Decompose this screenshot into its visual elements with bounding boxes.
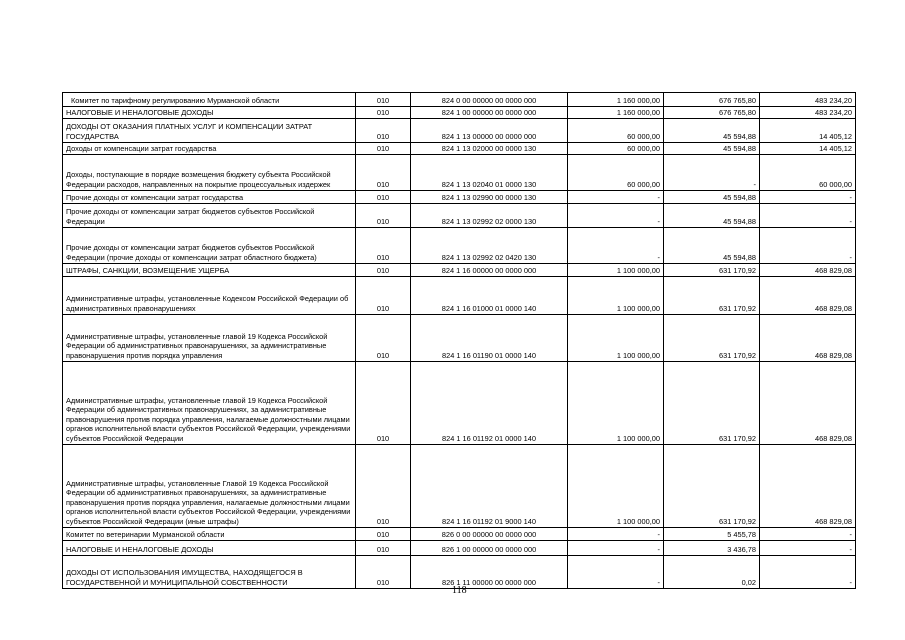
table-row [63,264,856,277]
executed-amount: 631 170,92 [664,445,760,528]
unexecuted-amount: 468 829,08 [760,362,856,445]
revenue-name: НАЛОГОВЫЕ И НЕНАЛОГОВЫЕ ДОХОДЫ [63,107,356,119]
budget-classification-code: 824 1 13 02992 02 0000 130 [411,204,568,228]
executed-amount: 676 765,80 [664,93,760,107]
planned-amount: 60 000,00 [568,155,664,191]
budget-classification-code: 824 1 16 01192 01 9000 140 [411,445,568,528]
budget-classification-code: 824 1 13 00000 00 0000 000 [411,119,568,143]
executed-amount: 5 455,78 [664,528,760,541]
planned-amount: - [568,204,664,228]
line-code: 010 [356,541,411,556]
revenue-name: Комитет по ветеринарии Мурманской области [63,528,356,541]
budget-classification-code: 824 1 16 01190 01 0000 140 [411,315,568,362]
planned-amount: 1 100 000,00 [568,362,664,445]
executed-amount: 3 436,78 [664,541,760,556]
executed-amount: 45 594,88 [664,204,760,228]
line-code: 010 [356,155,411,191]
unexecuted-amount: - [760,556,856,589]
budget-classification-code: 824 1 13 02990 00 0000 130 [411,191,568,204]
planned-amount: 1 100 000,00 [568,445,664,528]
planned-amount: - [568,556,664,589]
table-row [63,362,856,445]
planned-amount: 1 160 000,00 [568,93,664,107]
line-code: 010 [356,277,411,315]
line-code: 010 [356,191,411,204]
unexecuted-amount: - [760,191,856,204]
unexecuted-amount: - [760,204,856,228]
budget-revenue-table [62,92,856,589]
budget-classification-code: 824 1 00 00000 00 0000 000 [411,107,568,119]
executed-amount: 631 170,92 [664,362,760,445]
table-row [63,143,856,155]
table-row [63,277,856,315]
budget-classification-code: 826 1 00 00000 00 0000 000 [411,541,568,556]
planned-amount: 1 100 000,00 [568,264,664,277]
line-code: 010 [356,204,411,228]
table-row [63,155,856,191]
revenue-name: ДОХОДЫ ОТ ИСПОЛЬЗОВАНИЯ ИМУЩЕСТВА, НАХОДЯЩЕГОСЯ В ГОСУДАРСТВЕННОЙ И МУНИЦИПАЛЬНОЙ СОБСТВЕННОСТИ [63,556,356,589]
table-row [63,228,856,264]
budget-classification-code: 824 0 00 00000 00 0000 000 [411,93,568,107]
budget-classification-code: 824 1 13 02040 01 0000 130 [411,155,568,191]
unexecuted-amount: 14 405,12 [760,143,856,155]
budget-classification-code: 826 0 00 00000 00 0000 000 [411,528,568,541]
revenue-name: Доходы от компенсации затрат государства [63,143,356,155]
revenue-name: Прочие доходы от компенсации затрат государства [63,191,356,204]
table-row [63,528,856,541]
executed-amount: 676 765,80 [664,107,760,119]
revenue-name: Административные штрафы, установленные Кодексом Российской Федерации об административных правонарушениях [63,277,356,315]
table-row [63,119,856,143]
unexecuted-amount: 60 000,00 [760,155,856,191]
revenue-name: Административные штрафы, установленные главой 19 Кодекса Российской Федерации об административных правонарушениях, за административные правонарушения против порядка управления, налагаемые должностными лицами органов исполнительной власти субъектов Российской Федерации, учреждениями субъектов Российской Федерации [63,362,356,445]
line-code: 010 [356,93,411,107]
unexecuted-amount: 483 234,20 [760,93,856,107]
revenue-name: Доходы, поступающие в порядке возмещения бюджету субъекта Российской Федерации расходов, направленных на покрытие процессуальных издержек [63,155,356,191]
unexecuted-amount: 468 829,08 [760,445,856,528]
budget-classification-code: 824 1 13 02992 02 0420 130 [411,228,568,264]
planned-amount: - [568,541,664,556]
executed-amount: 631 170,92 [664,277,760,315]
unexecuted-amount: 483 234,20 [760,107,856,119]
revenue-name: Административные штрафы, установленные главой 19 Кодекса Российской Федерации об административных правонарушениях, за административные правонарушения против порядка управления [63,315,356,362]
page-number: 118 [452,585,467,596]
line-code: 010 [356,107,411,119]
revenue-name: НАЛОГОВЫЕ И НЕНАЛОГОВЫЕ ДОХОДЫ [63,541,356,556]
planned-amount: 1 100 000,00 [568,277,664,315]
line-code: 010 [356,143,411,155]
revenue-name: ДОХОДЫ ОТ ОКАЗАНИЯ ПЛАТНЫХ УСЛУГ И КОМПЕНСАЦИИ ЗАТРАТ ГОСУДАРСТВА [63,119,356,143]
table-row [63,445,856,528]
executed-amount: 45 594,88 [664,191,760,204]
table-row [63,107,856,119]
table-row [63,315,856,362]
table-body [63,93,856,589]
planned-amount: - [568,528,664,541]
line-code: 010 [356,362,411,445]
executed-amount: 45 594,88 [664,228,760,264]
executed-amount: - [664,155,760,191]
table-row [63,191,856,204]
executed-amount: 631 170,92 [664,264,760,277]
planned-amount: 1 160 000,00 [568,107,664,119]
table-row [63,204,856,228]
unexecuted-amount: 14 405,12 [760,119,856,143]
line-code: 010 [356,264,411,277]
revenue-name: Прочие доходы от компенсации затрат бюджетов субъектов Российской Федерации [63,204,356,228]
table-row [63,556,856,589]
executed-amount: 45 594,88 [664,143,760,155]
table-row [63,541,856,556]
unexecuted-amount: - [760,541,856,556]
unexecuted-amount: 468 829,08 [760,264,856,277]
budget-classification-code: 826 1 11 00000 00 0000 000 [411,556,568,589]
unexecuted-amount: - [760,228,856,264]
executed-amount: 45 594,88 [664,119,760,143]
planned-amount: - [568,228,664,264]
line-code: 010 [356,228,411,264]
budget-classification-code: 824 1 16 01192 01 0000 140 [411,362,568,445]
executed-amount: 631 170,92 [664,315,760,362]
revenue-name: ШТРАФЫ, САНКЦИИ, ВОЗМЕЩЕНИЕ УЩЕРБА [63,264,356,277]
line-code: 010 [356,528,411,541]
budget-classification-code: 824 1 16 01000 01 0000 140 [411,277,568,315]
line-code: 010 [356,315,411,362]
planned-amount: 1 100 000,00 [568,315,664,362]
budget-classification-code: 824 1 16 00000 00 0000 000 [411,264,568,277]
line-code: 010 [356,119,411,143]
unexecuted-amount: - [760,528,856,541]
planned-amount: 60 000,00 [568,143,664,155]
revenue-name: Комитет по тарифному регулированию Мурманской области [63,93,356,107]
table-row [63,93,856,107]
revenue-name: Прочие доходы от компенсации затрат бюджетов субъектов Российской Федерации (прочие доходы от компенсации затрат областного бюджета) [63,228,356,264]
unexecuted-amount: 468 829,08 [760,315,856,362]
line-code: 010 [356,556,411,589]
unexecuted-amount: 468 829,08 [760,277,856,315]
planned-amount: 60 000,00 [568,119,664,143]
planned-amount: - [568,191,664,204]
revenue-name: Административные штрафы, установленные Главой 19 Кодекса Российской Федерации об административных правонарушениях, за административные правонарушения против порядка управления, налагаемые должностными лицами органов исполнительной власти субъектов Российской Федерации, учреждениями субъектов Российской Федерации (иные штрафы) [63,445,356,528]
line-code: 010 [356,445,411,528]
budget-classification-code: 824 1 13 02000 00 0000 130 [411,143,568,155]
executed-amount: 0,02 [664,556,760,589]
